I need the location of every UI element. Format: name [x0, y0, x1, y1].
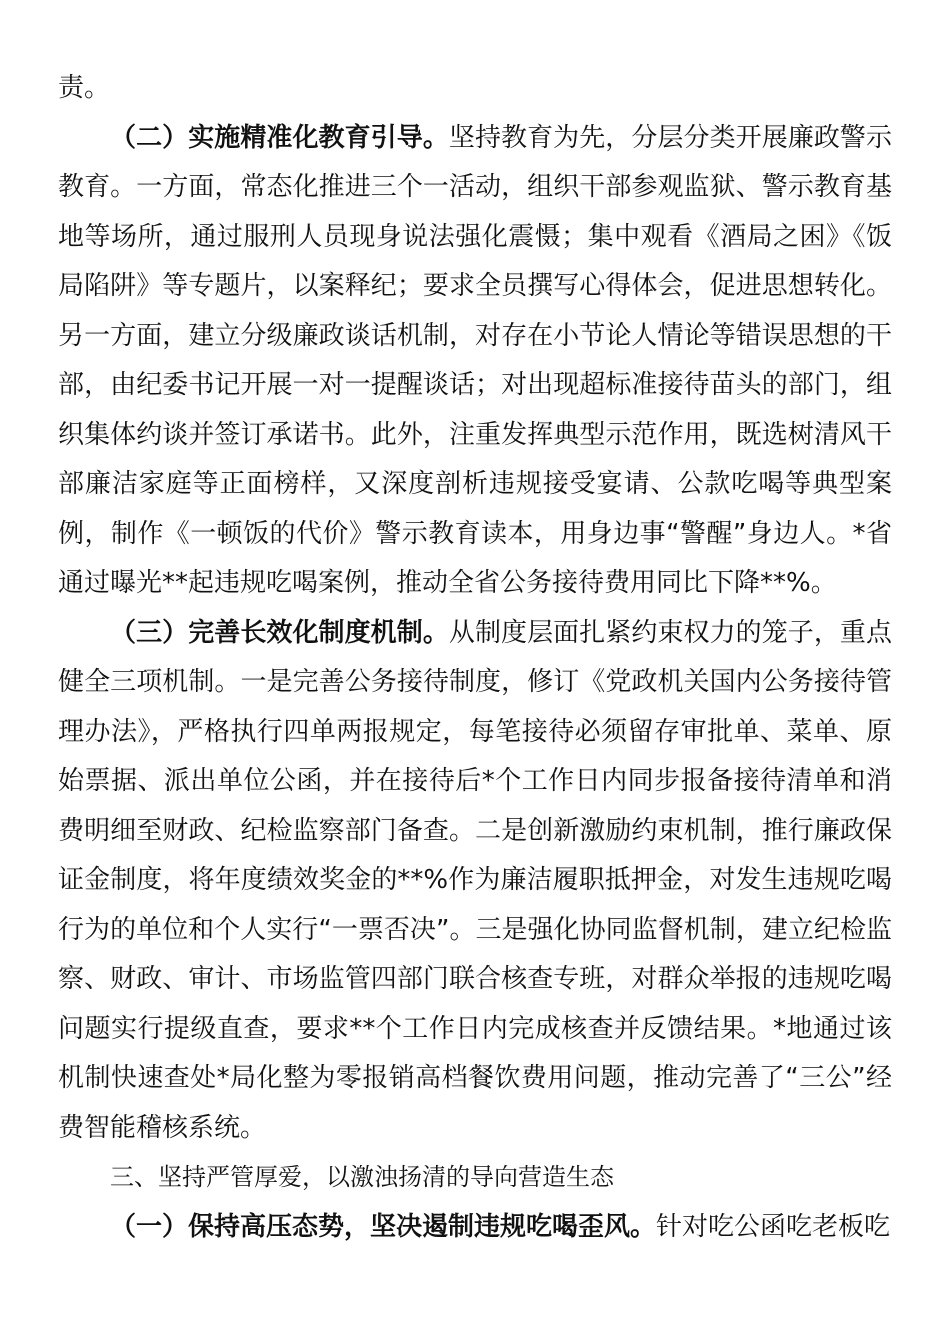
paragraph-high-pressure — [58, 1203, 892, 1253]
section-heading-bold: （二）实施精准化教育引导。 — [110, 122, 449, 153]
section-heading-bold: （三）完善长效化制度机制。 — [110, 617, 449, 648]
paragraph-education-guidance — [58, 114, 892, 609]
paragraph-text: 坚持教育为先，分层分类开展廉政警示教育。一方面，常态化推进三个一活动，组织干部参观监狱、警示教育基地等场所，通过服刑人员现身说法强化震慑；集中观看《酒局之困》《饭局陷阱》等专题片，以案释纪；要求全员撰写心得体会，促进思想转化。另一方面，建立分级廉政谈话机制，对存在小节论人情论等错误思想的干部，由纪委书记开展一对一提醒谈话；对出现超标准接待苗头的部门，组织集体约谈并签订承诺书。此外，注重发挥典型示范作用，既选树清风干部廉洁家庭等正面榜样，又深度剖析违规接受宴请、公款吃喝等典型案例，制作《一顿饭的代价》警示教育读本，用身边事“警醒”身边人。*省通过曝光**起违规吃喝案例，推动全省公务接待费用同比下降**%。 — [58, 122, 892, 598]
paragraph-text: 针对吃公函吃老板吃 — [656, 1211, 891, 1242]
paragraph-institutional-mechanism — [58, 609, 892, 1154]
document-page — [58, 64, 892, 1252]
section-heading-bold: （一）保持高压态势，坚决遏制违规吃喝歪风。 — [110, 1211, 657, 1242]
paragraph-text: 从制度层面扎紧约束权力的笼子，重点健全三项机制。一是完善公务接待制度，修订《党政机关国内公务接待管理办法》，严格执行四单两报规定，每笔接待必须留存审批单、菜单、原始票据、派出单位公函，并在接待后*个工作日内同步报备接待清单和消费明细至财政、纪检监察部门备查。二是创新激励约束机制，推行廉政保证金制度，将年度绩效奖金的**%作为廉洁履职抵押金，对发生违规吃喝行为的单位和个人实行“一票否决”。三是强化协同监督机制，建立纪检监察、财政、审计、市场监管四部门联合核查专班，对群众举报的违规吃喝问题实行提级直查，要求**个工作日内完成核查并反馈结果。*地通过该机制快速查处*局化整为零报销高档餐饮费用问题，推动完善了“三公”经费智能稽核系统。 — [58, 617, 892, 1143]
chapter-heading: 三、坚持严管厚爱，以激浊扬清的导向营造生态 — [110, 1163, 614, 1191]
paragraph-text: 责。 — [58, 73, 111, 103]
paragraph-continuation — [58, 64, 892, 114]
